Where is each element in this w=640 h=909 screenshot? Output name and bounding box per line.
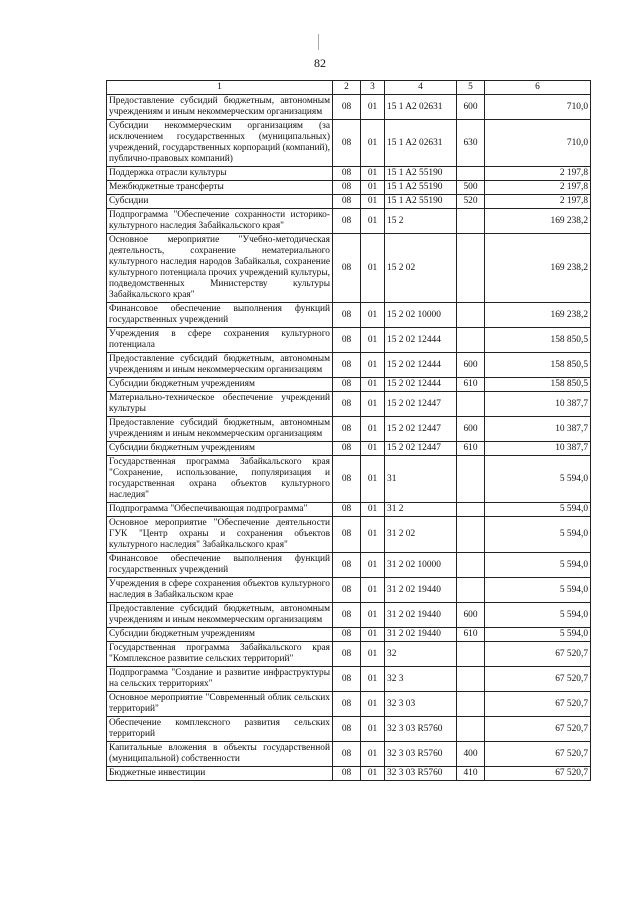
table-row xyxy=(107,120,591,167)
section-cell: 08 xyxy=(333,578,361,603)
expense-type-cell xyxy=(457,553,485,578)
table-row xyxy=(107,456,591,503)
article-code-cell: 31 2 02 10000 xyxy=(385,553,457,578)
item-name-cell: Субсидии бюджетным учреждениям xyxy=(107,378,333,392)
item-name-cell: Обеспечение комплексного развития сельских территорий xyxy=(107,717,333,742)
header-cell: 2 xyxy=(333,81,361,95)
section-cell: 08 xyxy=(333,642,361,667)
subsection-cell: 01 xyxy=(361,717,385,742)
item-name-cell: Предоставление субсидий бюджетным, автономным учреждениям и иным некоммерческим организациям xyxy=(107,353,333,378)
article-code-cell: 31 2 02 xyxy=(385,517,457,553)
expense-type-cell xyxy=(457,503,485,517)
amount-cell: 710,0 xyxy=(485,120,591,167)
article-code-cell: 15 1 A2 55190 xyxy=(385,195,457,209)
item-name-cell: Основное мероприятие "Учебно-методическая деятельность, сохранение нематериального культурного наследия народов Забайкалья, сохранение культурного потенциала прочих учреждений культуры, подведомственных Министерству культуры Забайкальского края" xyxy=(107,234,333,303)
expense-type-cell: 600 xyxy=(457,417,485,442)
expense-type-cell xyxy=(457,717,485,742)
section-cell: 08 xyxy=(333,392,361,417)
expense-type-cell xyxy=(457,167,485,181)
subsection-cell: 01 xyxy=(361,378,385,392)
article-code-cell: 15 2 02 12444 xyxy=(385,328,457,353)
article-code-cell: 15 2 02 12447 xyxy=(385,392,457,417)
amount-cell: 169 238,2 xyxy=(485,303,591,328)
expense-type-cell xyxy=(457,692,485,717)
expense-type-cell: 500 xyxy=(457,181,485,195)
subsection-cell: 01 xyxy=(361,503,385,517)
section-cell: 08 xyxy=(333,234,361,303)
section-cell: 08 xyxy=(333,692,361,717)
expense-type-cell: 610 xyxy=(457,378,485,392)
page-number: 82 xyxy=(314,56,326,70)
expense-type-cell: 520 xyxy=(457,195,485,209)
item-name-cell: Государственная программа Забайкальского края "Комплексное развитие сельских территорий" xyxy=(107,642,333,667)
table-row xyxy=(107,392,591,417)
amount-cell: 10 387,7 xyxy=(485,442,591,456)
expense-type-cell: 600 xyxy=(457,353,485,378)
expense-type-cell xyxy=(457,517,485,553)
article-code-cell: 32 3 03 R5760 xyxy=(385,717,457,742)
section-cell: 08 xyxy=(333,767,361,781)
item-name-cell: Основное мероприятие "Современный облик сельских территорий" xyxy=(107,692,333,717)
subsection-cell: 01 xyxy=(361,209,385,234)
expense-type-cell: 610 xyxy=(457,628,485,642)
subsection-cell: 01 xyxy=(361,603,385,628)
header-row xyxy=(107,81,591,95)
amount-cell: 710,0 xyxy=(485,95,591,120)
expense-type-cell: 600 xyxy=(457,603,485,628)
amount-cell: 169 238,2 xyxy=(485,234,591,303)
header-cell: 3 xyxy=(361,81,385,95)
item-name-cell: Подпрограмма "Обеспечивающая подпрограмма" xyxy=(107,503,333,517)
article-code-cell: 32 3 xyxy=(385,667,457,692)
table-row xyxy=(107,717,591,742)
table-row xyxy=(107,303,591,328)
expense-type-cell xyxy=(457,303,485,328)
amount-cell: 67 520,7 xyxy=(485,742,591,767)
item-name-cell: Капитальные вложения в объекты государственной (муниципальной) собственности xyxy=(107,742,333,767)
table-row xyxy=(107,95,591,120)
scan-mark xyxy=(318,34,319,50)
amount-cell: 67 520,7 xyxy=(485,667,591,692)
item-name-cell: Предоставление субсидий бюджетным, автономным учреждениям и иным некоммерческим организациям xyxy=(107,603,333,628)
subsection-cell: 01 xyxy=(361,392,385,417)
article-code-cell: 32 3 03 R5760 xyxy=(385,767,457,781)
article-code-cell: 15 2 02 xyxy=(385,234,457,303)
amount-cell: 5 594,0 xyxy=(485,503,591,517)
amount-cell: 2 197,8 xyxy=(485,195,591,209)
table-row xyxy=(107,767,591,781)
article-code-cell: 32 3 03 R5760 xyxy=(385,742,457,767)
header-cell: 4 xyxy=(385,81,457,95)
article-code-cell: 15 1 A2 55190 xyxy=(385,167,457,181)
article-code-cell: 31 2 02 19440 xyxy=(385,578,457,603)
item-name-cell: Субсидии бюджетным учреждениям xyxy=(107,442,333,456)
table-row xyxy=(107,195,591,209)
section-cell: 08 xyxy=(333,181,361,195)
section-cell: 08 xyxy=(333,95,361,120)
expense-type-cell xyxy=(457,456,485,503)
subsection-cell: 01 xyxy=(361,181,385,195)
section-cell: 08 xyxy=(333,417,361,442)
subsection-cell: 01 xyxy=(361,120,385,167)
amount-cell: 2 197,8 xyxy=(485,181,591,195)
section-cell: 08 xyxy=(333,353,361,378)
table-row xyxy=(107,181,591,195)
subsection-cell: 01 xyxy=(361,578,385,603)
subsection-cell: 01 xyxy=(361,353,385,378)
article-code-cell: 15 1 A2 55190 xyxy=(385,181,457,195)
subsection-cell: 01 xyxy=(361,95,385,120)
table-row xyxy=(107,603,591,628)
subsection-cell: 01 xyxy=(361,767,385,781)
expense-type-cell xyxy=(457,328,485,353)
amount-cell: 158 850,5 xyxy=(485,328,591,353)
subsection-cell: 01 xyxy=(361,628,385,642)
section-cell: 08 xyxy=(333,209,361,234)
subsection-cell: 01 xyxy=(361,642,385,667)
item-name-cell: Межбюджетные трансферты xyxy=(107,181,333,195)
expense-type-cell xyxy=(457,392,485,417)
article-code-cell: 31 xyxy=(385,456,457,503)
section-cell: 08 xyxy=(333,167,361,181)
amount-cell: 158 850,5 xyxy=(485,378,591,392)
section-cell: 08 xyxy=(333,517,361,553)
article-code-cell: 31 2 02 19440 xyxy=(385,628,457,642)
table-row xyxy=(107,503,591,517)
item-name-cell: Субсидии xyxy=(107,195,333,209)
item-name-cell: Бюджетные инвестиции xyxy=(107,767,333,781)
subsection-cell: 01 xyxy=(361,195,385,209)
article-code-cell: 15 2 02 12447 xyxy=(385,442,457,456)
amount-cell: 10 387,7 xyxy=(485,417,591,442)
item-name-cell: Субсидии некоммерческим организациям (за исключением государственных (муниципальных) учреждений, государственных корпораций (компаний), публично-правовых компаний) xyxy=(107,120,333,167)
amount-cell: 5 594,0 xyxy=(485,603,591,628)
subsection-cell: 01 xyxy=(361,456,385,503)
item-name-cell: Предоставление субсидий бюджетным, автономным учреждениям и иным некоммерческим организациям xyxy=(107,95,333,120)
article-code-cell: 31 2 02 19440 xyxy=(385,603,457,628)
expense-type-cell xyxy=(457,642,485,667)
table-row xyxy=(107,517,591,553)
subsection-cell: 01 xyxy=(361,553,385,578)
table-row xyxy=(107,642,591,667)
item-name-cell: Финансовое обеспечение выполнения функций государственных учреждений xyxy=(107,303,333,328)
subsection-cell: 01 xyxy=(361,328,385,353)
table-row xyxy=(107,692,591,717)
subsection-cell: 01 xyxy=(361,692,385,717)
subsection-cell: 01 xyxy=(361,517,385,553)
item-name-cell: Учреждения в сфере сохранения культурного потенциала xyxy=(107,328,333,353)
article-code-cell: 15 2 02 12447 xyxy=(385,417,457,442)
item-name-cell: Финансовое обеспечение выполнения функций государственных учреждений xyxy=(107,553,333,578)
expense-type-cell xyxy=(457,234,485,303)
table-row xyxy=(107,667,591,692)
article-code-cell: 31 2 xyxy=(385,503,457,517)
item-name-cell: Субсидии бюджетным учреждениям xyxy=(107,628,333,642)
item-name-cell: Материально-техническое обеспечение учреждений культуры xyxy=(107,392,333,417)
amount-cell: 67 520,7 xyxy=(485,692,591,717)
article-code-cell: 15 2 02 12444 xyxy=(385,353,457,378)
budget-table xyxy=(106,80,591,781)
expense-type-cell: 400 xyxy=(457,742,485,767)
section-cell: 08 xyxy=(333,378,361,392)
section-cell: 08 xyxy=(333,667,361,692)
section-cell: 08 xyxy=(333,603,361,628)
expense-type-cell xyxy=(457,667,485,692)
amount-cell: 67 520,7 xyxy=(485,717,591,742)
amount-cell: 5 594,0 xyxy=(485,578,591,603)
header-cell: 6 xyxy=(485,81,591,95)
subsection-cell: 01 xyxy=(361,667,385,692)
amount-cell: 169 238,2 xyxy=(485,209,591,234)
table-row xyxy=(107,578,591,603)
section-cell: 08 xyxy=(333,553,361,578)
subsection-cell: 01 xyxy=(361,442,385,456)
expense-type-cell: 600 xyxy=(457,95,485,120)
table-row xyxy=(107,442,591,456)
header-cell: 5 xyxy=(457,81,485,95)
section-cell: 08 xyxy=(333,456,361,503)
table-row xyxy=(107,417,591,442)
table-row xyxy=(107,742,591,767)
section-cell: 08 xyxy=(333,717,361,742)
amount-cell: 5 594,0 xyxy=(485,628,591,642)
amount-cell: 158 850,5 xyxy=(485,353,591,378)
item-name-cell: Подпрограмма "Обеспечение сохранности историко-культурного наследия Забайкальского края" xyxy=(107,209,333,234)
table-row xyxy=(107,328,591,353)
article-code-cell: 15 2 02 10000 xyxy=(385,303,457,328)
expense-type-cell: 410 xyxy=(457,767,485,781)
article-code-cell: 15 1 A2 02631 xyxy=(385,120,457,167)
table-row xyxy=(107,167,591,181)
expense-type-cell xyxy=(457,209,485,234)
item-name-cell: Учреждения в сфере сохранения объектов культурного наследия в Забайкальском крае xyxy=(107,578,333,603)
article-code-cell: 15 1 A2 02631 xyxy=(385,95,457,120)
header-cell: 1 xyxy=(107,81,333,95)
subsection-cell: 01 xyxy=(361,417,385,442)
article-code-cell: 32 xyxy=(385,642,457,667)
amount-cell: 5 594,0 xyxy=(485,456,591,503)
item-name-cell: Подпрограмма "Создание и развитие инфраструктуры на сельских территориях" xyxy=(107,667,333,692)
item-name-cell: Поддержка отрасли культуры xyxy=(107,167,333,181)
section-cell: 08 xyxy=(333,503,361,517)
table-row xyxy=(107,378,591,392)
section-cell: 08 xyxy=(333,328,361,353)
amount-cell: 2 197,8 xyxy=(485,167,591,181)
section-cell: 08 xyxy=(333,195,361,209)
article-code-cell: 32 3 03 xyxy=(385,692,457,717)
amount-cell: 67 520,7 xyxy=(485,642,591,667)
amount-cell: 10 387,7 xyxy=(485,392,591,417)
amount-cell: 5 594,0 xyxy=(485,553,591,578)
section-cell: 08 xyxy=(333,742,361,767)
item-name-cell: Предоставление субсидий бюджетным, автономным учреждениям и иным некоммерческим организациям xyxy=(107,417,333,442)
article-code-cell: 15 2 02 12444 xyxy=(385,378,457,392)
subsection-cell: 01 xyxy=(361,234,385,303)
subsection-cell: 01 xyxy=(361,303,385,328)
section-cell: 08 xyxy=(333,303,361,328)
expense-type-cell: 610 xyxy=(457,442,485,456)
subsection-cell: 01 xyxy=(361,742,385,767)
subsection-cell: 01 xyxy=(361,167,385,181)
table-row xyxy=(107,234,591,303)
section-cell: 08 xyxy=(333,120,361,167)
item-name-cell: Государственная программа Забайкальского края "Сохранение, использование, популяризация и государственная охрана объектов культурного наследия" xyxy=(107,456,333,503)
amount-cell: 5 594,0 xyxy=(485,517,591,553)
amount-cell: 67 520,7 xyxy=(485,767,591,781)
table-row xyxy=(107,209,591,234)
table-row xyxy=(107,553,591,578)
expense-type-cell: 630 xyxy=(457,120,485,167)
expense-type-cell xyxy=(457,578,485,603)
table-row xyxy=(107,353,591,378)
table-row xyxy=(107,628,591,642)
article-code-cell: 15 2 xyxy=(385,209,457,234)
section-cell: 08 xyxy=(333,442,361,456)
section-cell: 08 xyxy=(333,628,361,642)
item-name-cell: Основное мероприятие "Обеспечение деятельности ГУК "Центр охраны и сохранения объектов культурного наследия" Забайкальского края" xyxy=(107,517,333,553)
